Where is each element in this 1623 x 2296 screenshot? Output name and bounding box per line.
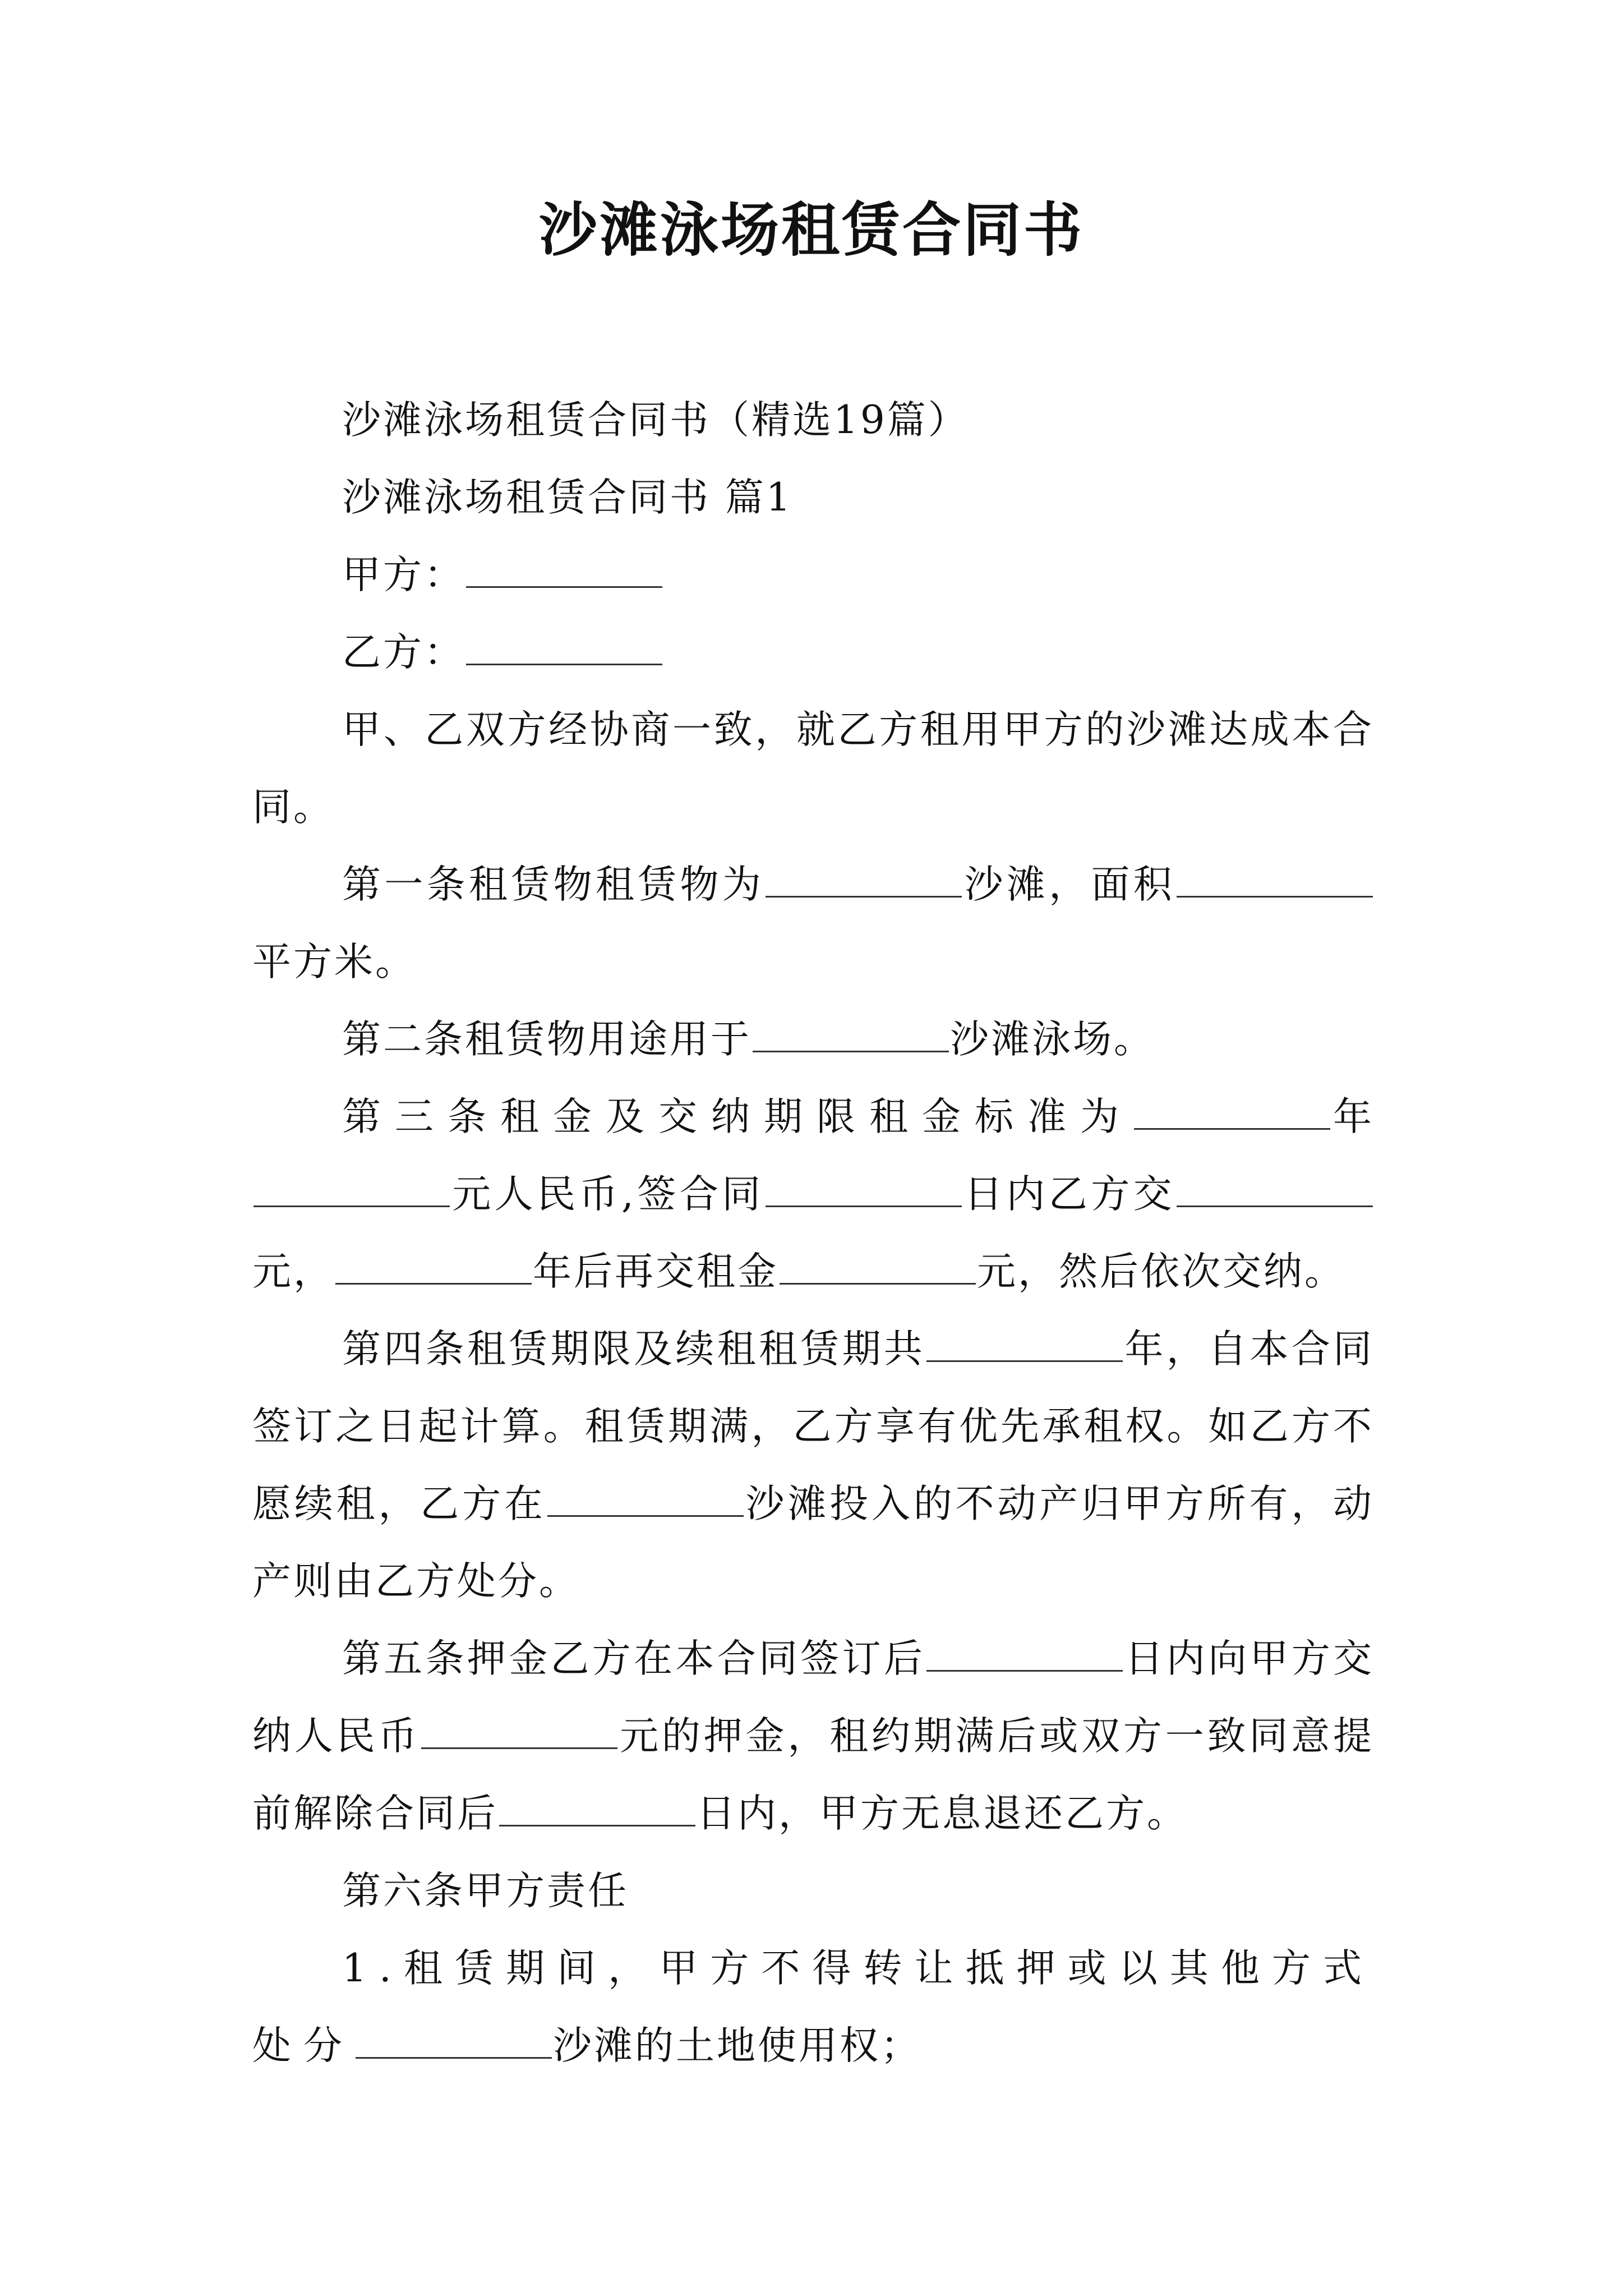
article-4-text-c: 沙滩投入的不动产归甲方所有，动产则由乙方处分。 [252,1481,1375,1604]
article-6-item-1-blank [356,2023,552,2059]
party-b-line [252,614,1374,691]
party-a-line [252,536,1374,614]
article-3-text-c: 元人民币,签合同 [451,1172,764,1217]
article-1-text-b: 沙滩，面积 [963,862,1175,907]
article-4-blank-1 [926,1327,1123,1362]
party-a-blank [466,553,662,588]
article-3-text-a: 第三条租金及交纳期限租金标准为 [342,1094,1133,1139]
article-1-text-a: 第一条租赁物租赁物为 [342,862,765,907]
article-2-text-b: 沙滩泳场。 [950,1017,1155,1062]
article-1 [252,846,1374,1001]
article-3-blank-1 [1134,1094,1330,1130]
article-1-blank-1 [766,862,962,898]
intro-paragraph: 甲、乙双方经协商一致，就乙方租用甲方的沙滩达成本合同。 [252,707,1374,830]
article-5-blank-1 [926,1636,1123,1672]
article-4-blank-2 [547,1481,744,1517]
party-b-blank [466,630,662,665]
article-3-text-f: 年后再交租金 [533,1249,778,1294]
article-1-text-c: 平方米。 [252,940,416,984]
article-3 [252,1078,1374,1310]
party-a-label: 甲方： [342,553,465,597]
article-4-text-a: 第四条租赁期限及续租租赁期共 [342,1327,926,1372]
article-5-blank-2 [421,1714,617,1749]
article-1-blank-2 [1177,862,1373,898]
article-3-blank-2 [253,1172,450,1207]
article-3-text-b: 年 [1331,1094,1374,1139]
section-heading: 沙滩泳场租赁合同书 篇1 [342,475,793,520]
document-body [252,381,1374,2085]
article-3-text-e: 元， [252,1249,334,1294]
article-3-text-g: 元，然后依次交纳。 [977,1249,1345,1294]
article-4-text-b: 年，自本合同签订之日起计算。租赁期满，乙方享有优先承租权。如乙方不愿续租，乙方在 [252,1327,1375,1526]
article-6-item-1-text-a: 1.租赁期间，甲方不得转让抵押或以其他方式处分 [252,1946,1374,2068]
article-2 [252,1001,1374,1078]
article-3-text-d: 日内乙方交 [962,1172,1176,1217]
article-5-text-a: 第五条押金乙方在本合同签订后 [342,1636,926,1681]
article-2-text-a: 第二条租赁物用途用于 [342,1017,751,1062]
document-title: 沙滩泳场租赁合同书 [538,195,1084,264]
article-5-blank-3 [499,1791,695,1826]
article-3-blank-4 [1177,1172,1373,1207]
article-3-blank-3 [766,1172,962,1207]
article-5-text-d: 日内，甲方无息退还乙方。 [697,1791,1188,1836]
article-3-blank-6 [780,1249,976,1285]
party-b-label: 乙方： [342,630,465,675]
article-5 [252,1620,1374,1852]
article-2-blank [753,1017,949,1052]
subtitle: 沙滩泳场租赁合同书（精选19篇） [342,398,969,443]
article-6-item-1-text-b: 沙滩的土地使用权； [553,2023,921,2068]
article-5-text-b: 日内向甲方交纳人民币 [252,1636,1375,1759]
article-6-heading: 第六条甲方责任 [342,1869,629,1913]
article-3-blank-5 [335,1249,532,1285]
article-5-text-c: 元的押金，租约期满后或双方一致同意提前解除合同后 [252,1714,1375,1836]
article-6-item-1 [252,1930,1374,2085]
article-4 [252,1310,1374,1620]
